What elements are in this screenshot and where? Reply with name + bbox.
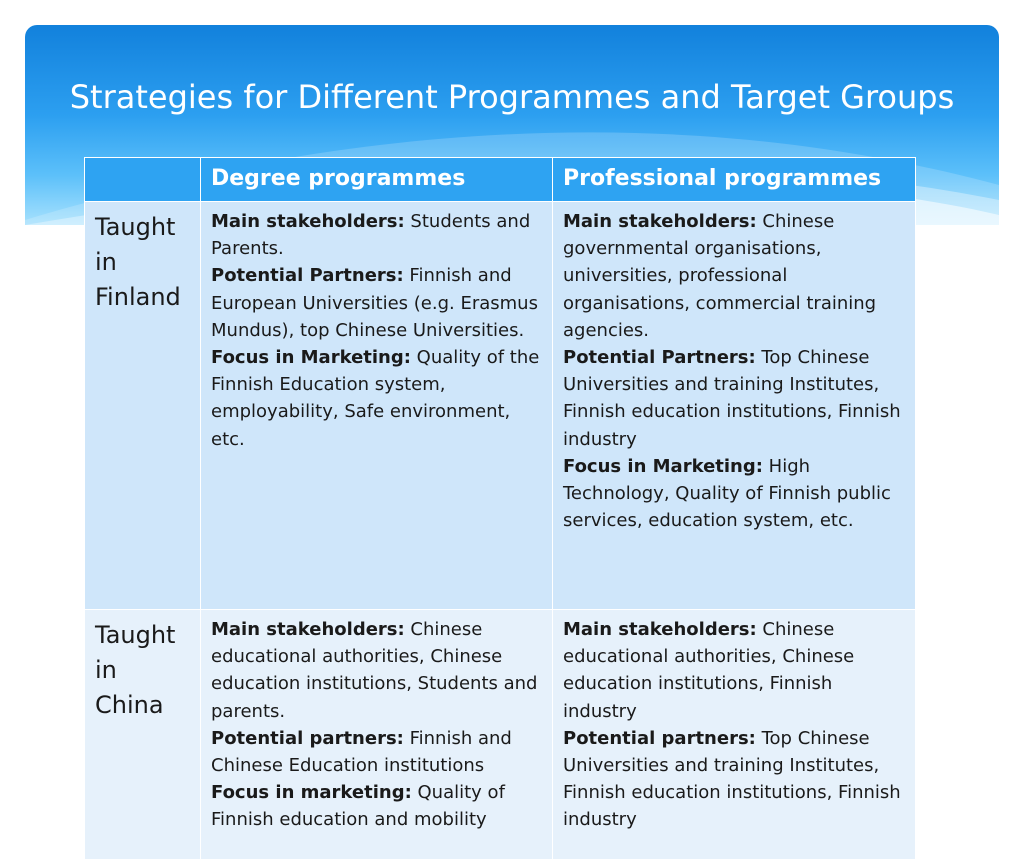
china-professional-stakeholders: Main stakeholders: Chinese educational authorities, Chinese education institutions, Finnish industry <box>563 619 855 722</box>
table-row-finland <box>85 202 916 610</box>
slide-title: Strategies for Different Programmes and Target Groups <box>69 78 955 116</box>
table-header-row <box>85 158 916 202</box>
cell-china-professional <box>553 610 916 860</box>
china-degree-stakeholders: Main stakeholders: Chinese educational authorities, Chinese education institutions, Students and parents. <box>211 619 538 722</box>
row-header-finland: Taught in Finland <box>85 202 201 610</box>
cell-china-degree <box>201 610 553 860</box>
finland-degree-partners: Potential Partners: Finnish and European Universities (e.g. Erasmus Mundus), top Chinese Universities. <box>211 265 538 341</box>
finland-professional-stakeholders: Main stakeholders: Chinese governmental organisations, universities, professional organisations, commercial training agencies. <box>563 211 877 341</box>
cell-finland-degree <box>201 202 553 610</box>
column-header-empty <box>85 158 201 202</box>
table-row-china <box>85 610 916 860</box>
cell-finland-professional <box>553 202 916 610</box>
strategies-table <box>84 157 916 860</box>
finland-professional-focus: Focus in Marketing: High Technology, Quality of Finnish public services, education system, etc. <box>563 455 891 532</box>
column-header-professional: Professional programmes <box>553 158 916 202</box>
column-header-degree: Degree programmes <box>201 158 553 202</box>
china-professional-partners: Potential partners: Top Chinese Universities and training Institutes, Finnish education institutions, Finnish industry <box>563 727 901 831</box>
china-degree-focus: Focus in marketing: Quality of Finnish education and mobility <box>211 782 505 831</box>
finland-degree-focus: Focus in Marketing: Quality of the Finnish Education system, employability, Safe environment, etc. <box>211 347 540 450</box>
row-header-china: Taught in China <box>85 610 201 860</box>
china-degree-partners: Potential partners: Finnish and Chinese Education institutions <box>211 727 512 777</box>
finland-professional-partners: Potential Partners: Top Chinese Universities and training Institutes, Finnish education institutions, Finnish industry <box>563 347 901 450</box>
finland-degree-stakeholders: Main stakeholders: Students and Parents. <box>211 211 531 260</box>
